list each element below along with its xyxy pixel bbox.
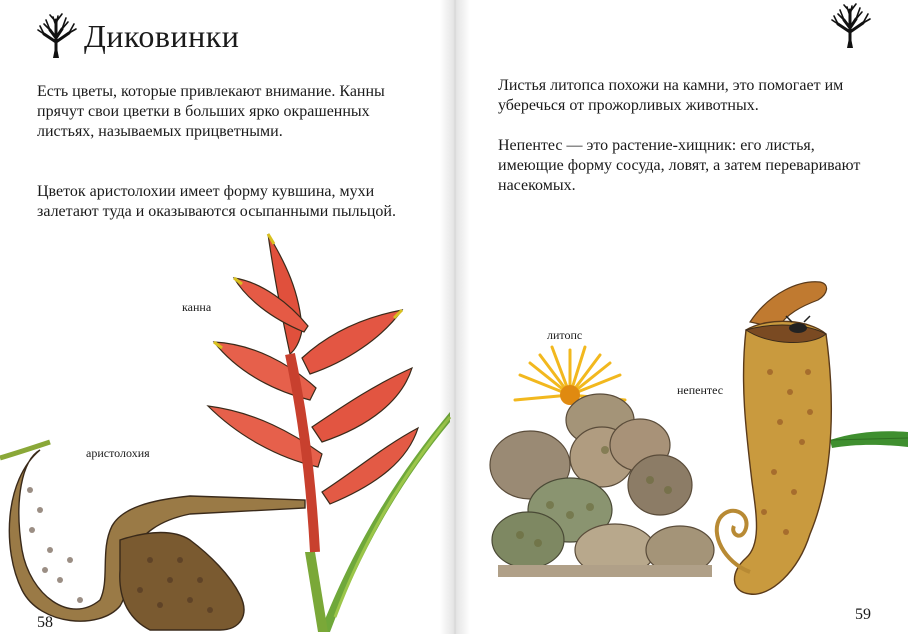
right-page xyxy=(455,0,910,634)
page-title: Диковинки xyxy=(84,18,240,54)
tree-icon xyxy=(36,12,80,58)
lithops-label: литопс xyxy=(547,328,583,342)
nepenthes-illustration xyxy=(690,272,910,607)
page-number-right: 59 xyxy=(855,606,871,623)
canna-label: канна xyxy=(182,300,212,314)
page-number-left: 58 xyxy=(37,614,53,631)
nepenthes-paragraph: Непентес — это растение-хищник: его листья, имеющие форму сосуда, ловят, а затем переваривают насекомых. xyxy=(498,137,861,194)
tree-icon xyxy=(830,2,874,48)
lithops-illustration xyxy=(490,345,720,580)
lithops-paragraph: Листья литопса похожи на камни, это помогает им уберечься от прожорливых животных. xyxy=(498,77,844,114)
aristolochia-label: аристолохия xyxy=(86,446,150,460)
intro-paragraph: Есть цветы, которые привлекают внимание. Канны прячут свои цветки в больших ярко окрашенных листьях, называемых прицветными. xyxy=(37,83,385,140)
aristolochia-illustration xyxy=(0,430,300,630)
aristolochia-paragraph: Цветок аристолохии имеет форму кувшина, мухи залетают туда и оказываются осыпанными пыльцой. xyxy=(37,183,396,220)
nepenthes-label: непентес xyxy=(677,383,724,397)
